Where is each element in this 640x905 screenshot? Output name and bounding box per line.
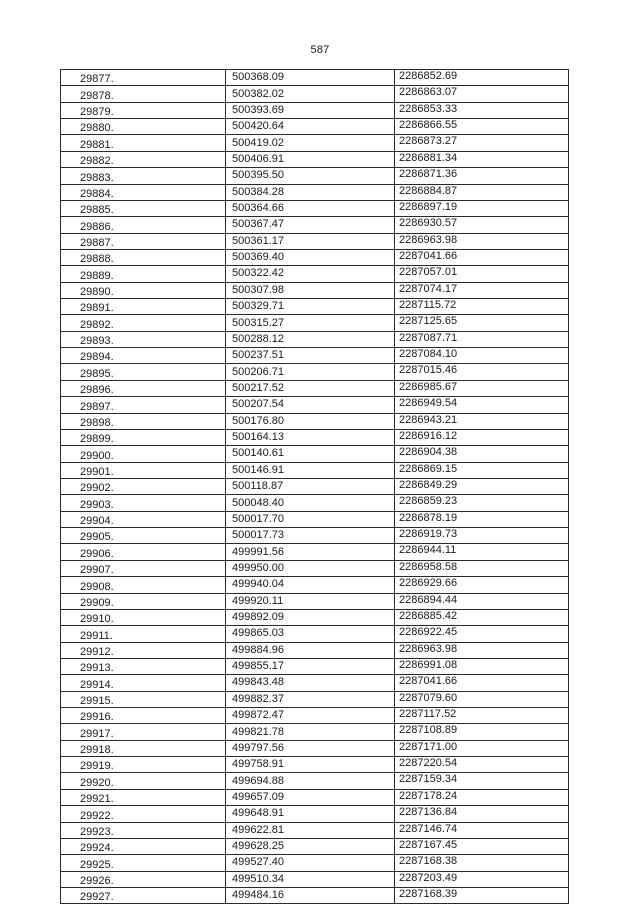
table-row: [61, 299, 569, 315]
y-coordinate-cell: 2287079.60: [395, 691, 569, 707]
y-coordinate-cell: 2286944.11: [395, 544, 569, 560]
x-coordinate-cell: 500146.91: [226, 462, 395, 478]
x-coordinate-cell: 500017.70: [226, 511, 395, 527]
y-coordinate-cell: 2286869.15: [395, 462, 569, 478]
point-number-cell: 29920.: [61, 773, 226, 789]
coordinate-table: [60, 69, 569, 904]
x-coordinate-cell: 500395.50: [226, 168, 395, 184]
point-number-cell: 29912.: [61, 642, 226, 658]
point-number-cell: 29878.: [61, 86, 226, 102]
x-coordinate-cell: 500369.40: [226, 249, 395, 265]
x-coordinate-cell: 499892.09: [226, 609, 395, 625]
table-row: [61, 528, 569, 544]
y-coordinate-cell: 2286949.54: [395, 397, 569, 413]
x-coordinate-cell: 500288.12: [226, 331, 395, 347]
y-coordinate-cell: 2287074.17: [395, 282, 569, 298]
y-coordinate-cell: 2286878.19: [395, 511, 569, 527]
y-coordinate-cell: 2287159.34: [395, 773, 569, 789]
y-coordinate-cell: 2286853.33: [395, 102, 569, 118]
point-number-cell: 29905.: [61, 528, 226, 544]
y-coordinate-cell: 2286852.69: [395, 70, 569, 86]
point-number-cell: 29902.: [61, 478, 226, 494]
point-number-cell: 29885.: [61, 200, 226, 216]
y-coordinate-cell: 2287115.72: [395, 299, 569, 315]
table-row: [61, 593, 569, 609]
x-coordinate-cell: 499821.78: [226, 724, 395, 740]
y-coordinate-cell: 2286919.73: [395, 528, 569, 544]
y-coordinate-cell: 2287117.52: [395, 708, 569, 724]
point-number-cell: 29893.: [61, 331, 226, 347]
y-coordinate-cell: 2287125.65: [395, 315, 569, 331]
table-row: [61, 184, 569, 200]
y-coordinate-cell: 2286897.19: [395, 200, 569, 216]
table-row: [61, 462, 569, 478]
y-coordinate-cell: 2286922.45: [395, 626, 569, 642]
x-coordinate-cell: 499882.37: [226, 691, 395, 707]
point-number-cell: 29907.: [61, 560, 226, 576]
x-coordinate-cell: 500329.71: [226, 299, 395, 315]
y-coordinate-cell: 2286849.29: [395, 478, 569, 494]
point-number-cell: 29927.: [61, 887, 226, 903]
table-row: [61, 168, 569, 184]
y-coordinate-cell: 2287146.74: [395, 822, 569, 838]
x-coordinate-cell: 499758.91: [226, 757, 395, 773]
table-row: [61, 675, 569, 691]
table-row: [61, 315, 569, 331]
x-coordinate-cell: 499920.11: [226, 593, 395, 609]
y-coordinate-cell: 2286881.34: [395, 151, 569, 167]
point-number-cell: 29903.: [61, 495, 226, 511]
y-coordinate-cell: 2286929.66: [395, 577, 569, 593]
point-number-cell: 29883.: [61, 168, 226, 184]
table-row: [61, 577, 569, 593]
y-coordinate-cell: 2287168.38: [395, 855, 569, 871]
page-number: 587: [310, 44, 330, 56]
table-row: [61, 249, 569, 265]
point-number-cell: 29914.: [61, 675, 226, 691]
table-row: [61, 282, 569, 298]
table-row: [61, 380, 569, 396]
y-coordinate-cell: 2287015.46: [395, 364, 569, 380]
point-number-cell: 29926.: [61, 871, 226, 887]
table-row: [61, 217, 569, 233]
x-coordinate-cell: 499484.16: [226, 887, 395, 903]
table-row: [61, 560, 569, 576]
x-coordinate-cell: 499527.40: [226, 855, 395, 871]
point-number-cell: 29886.: [61, 217, 226, 233]
x-coordinate-cell: 500364.66: [226, 200, 395, 216]
point-number-cell: 29922.: [61, 806, 226, 822]
x-coordinate-cell: 500140.61: [226, 446, 395, 462]
point-number-cell: 29897.: [61, 397, 226, 413]
table-row: [61, 151, 569, 167]
y-coordinate-cell: 2286904.38: [395, 446, 569, 462]
point-number-cell: 29901.: [61, 462, 226, 478]
point-number-cell: 29924.: [61, 838, 226, 854]
y-coordinate-cell: 2287041.66: [395, 249, 569, 265]
table-row: [61, 789, 569, 805]
point-number-cell: 29896.: [61, 380, 226, 396]
y-coordinate-cell: 2287178.24: [395, 789, 569, 805]
coordinate-table-body: [61, 70, 569, 904]
y-coordinate-cell: 2287168.39: [395, 887, 569, 903]
table-row: [61, 348, 569, 364]
point-number-cell: 29879.: [61, 102, 226, 118]
table-row: [61, 838, 569, 854]
y-coordinate-cell: 2286916.12: [395, 429, 569, 445]
x-coordinate-cell: 500307.98: [226, 282, 395, 298]
y-coordinate-cell: 2286963.98: [395, 642, 569, 658]
table-row: [61, 233, 569, 249]
x-coordinate-cell: 499940.04: [226, 577, 395, 593]
table-row: [61, 806, 569, 822]
table-row: [61, 266, 569, 282]
x-coordinate-cell: 500176.80: [226, 413, 395, 429]
x-coordinate-cell: 500384.28: [226, 184, 395, 200]
x-coordinate-cell: 499855.17: [226, 658, 395, 674]
table-row: [61, 70, 569, 86]
point-number-cell: 29925.: [61, 855, 226, 871]
table-row: [61, 887, 569, 903]
x-coordinate-cell: 500237.51: [226, 348, 395, 364]
x-coordinate-cell: 500207.54: [226, 397, 395, 413]
y-coordinate-cell: 2286866.55: [395, 119, 569, 135]
point-number-cell: 29887.: [61, 233, 226, 249]
y-coordinate-cell: 2287203.49: [395, 871, 569, 887]
point-number-cell: 29913.: [61, 658, 226, 674]
x-coordinate-cell: 499872.47: [226, 708, 395, 724]
table-row: [61, 740, 569, 756]
x-coordinate-cell: 500017.73: [226, 528, 395, 544]
table-row: [61, 119, 569, 135]
point-number-cell: 29884.: [61, 184, 226, 200]
table-row: [61, 822, 569, 838]
y-coordinate-cell: 2287108.89: [395, 724, 569, 740]
x-coordinate-cell: 500315.27: [226, 315, 395, 331]
point-number-cell: 29909.: [61, 593, 226, 609]
table-row: [61, 511, 569, 527]
point-number-cell: 29916.: [61, 708, 226, 724]
table-row: [61, 478, 569, 494]
table-row: [61, 773, 569, 789]
x-coordinate-cell: 500420.64: [226, 119, 395, 135]
point-number-cell: 29892.: [61, 315, 226, 331]
table-row: [61, 102, 569, 118]
y-coordinate-cell: 2287084.10: [395, 348, 569, 364]
y-coordinate-cell: 2286958.58: [395, 560, 569, 576]
table-row: [61, 724, 569, 740]
table-row: [61, 708, 569, 724]
table-row: [61, 397, 569, 413]
point-number-cell: 29917.: [61, 724, 226, 740]
point-number-cell: 29881.: [61, 135, 226, 151]
table-row: [61, 871, 569, 887]
point-number-cell: 29918.: [61, 740, 226, 756]
table-row: [61, 658, 569, 674]
table-row: [61, 495, 569, 511]
x-coordinate-cell: 499628.25: [226, 838, 395, 854]
x-coordinate-cell: 500361.17: [226, 233, 395, 249]
y-coordinate-cell: 2287041.66: [395, 675, 569, 691]
y-coordinate-cell: 2287220.54: [395, 757, 569, 773]
x-coordinate-cell: 499694.88: [226, 773, 395, 789]
table-row: [61, 86, 569, 102]
x-coordinate-cell: 500118.87: [226, 478, 395, 494]
point-number-cell: 29882.: [61, 151, 226, 167]
point-number-cell: 29906.: [61, 544, 226, 560]
point-number-cell: 29899.: [61, 429, 226, 445]
table-row: [61, 757, 569, 773]
point-number-cell: 29919.: [61, 757, 226, 773]
y-coordinate-cell: 2286873.27: [395, 135, 569, 151]
table-row: [61, 855, 569, 871]
x-coordinate-cell: 500217.52: [226, 380, 395, 396]
point-number-cell: 29891.: [61, 299, 226, 315]
point-number-cell: 29889.: [61, 266, 226, 282]
point-number-cell: 29915.: [61, 691, 226, 707]
x-coordinate-cell: 500393.69: [226, 102, 395, 118]
x-coordinate-cell: 499884.96: [226, 642, 395, 658]
x-coordinate-cell: 500206.71: [226, 364, 395, 380]
point-number-cell: 29890.: [61, 282, 226, 298]
table-row: [61, 626, 569, 642]
point-number-cell: 29923.: [61, 822, 226, 838]
point-number-cell: 29888.: [61, 249, 226, 265]
y-coordinate-cell: 2286863.07: [395, 86, 569, 102]
x-coordinate-cell: 500367.47: [226, 217, 395, 233]
x-coordinate-cell: 499865.03: [226, 626, 395, 642]
y-coordinate-cell: 2286963.98: [395, 233, 569, 249]
table-row: [61, 544, 569, 560]
table-row: [61, 446, 569, 462]
y-coordinate-cell: 2287057.01: [395, 266, 569, 282]
y-coordinate-cell: 2286884.87: [395, 184, 569, 200]
point-number-cell: 29877.: [61, 70, 226, 86]
table-row: [61, 200, 569, 216]
table-row: [61, 691, 569, 707]
x-coordinate-cell: 499648.91: [226, 806, 395, 822]
y-coordinate-cell: 2286991.08: [395, 658, 569, 674]
x-coordinate-cell: 500406.91: [226, 151, 395, 167]
point-number-cell: 29910.: [61, 609, 226, 625]
point-number-cell: 29900.: [61, 446, 226, 462]
x-coordinate-cell: 499991.56: [226, 544, 395, 560]
point-number-cell: 29898.: [61, 413, 226, 429]
x-coordinate-cell: 499843.48: [226, 675, 395, 691]
x-coordinate-cell: 499510.34: [226, 871, 395, 887]
x-coordinate-cell: 500382.02: [226, 86, 395, 102]
y-coordinate-cell: 2287171.00: [395, 740, 569, 756]
table-row: [61, 135, 569, 151]
point-number-cell: 29904.: [61, 511, 226, 527]
point-number-cell: 29894.: [61, 348, 226, 364]
y-coordinate-cell: 2287136.84: [395, 806, 569, 822]
x-coordinate-cell: 499950.00: [226, 560, 395, 576]
x-coordinate-cell: 499622.81: [226, 822, 395, 838]
x-coordinate-cell: 499657.09: [226, 789, 395, 805]
point-number-cell: 29895.: [61, 364, 226, 380]
point-number-cell: 29921.: [61, 789, 226, 805]
x-coordinate-cell: 500322.42: [226, 266, 395, 282]
table-row: [61, 609, 569, 625]
y-coordinate-cell: 2286871.36: [395, 168, 569, 184]
y-coordinate-cell: 2286859.23: [395, 495, 569, 511]
x-coordinate-cell: 500048.40: [226, 495, 395, 511]
y-coordinate-cell: 2287167.45: [395, 838, 569, 854]
table-row: [61, 331, 569, 347]
y-coordinate-cell: 2286943.21: [395, 413, 569, 429]
x-coordinate-cell: 500419.02: [226, 135, 395, 151]
table-row: [61, 642, 569, 658]
y-coordinate-cell: 2286894.44: [395, 593, 569, 609]
y-coordinate-cell: 2286885.42: [395, 609, 569, 625]
x-coordinate-cell: 500368.09: [226, 70, 395, 86]
table-row: [61, 429, 569, 445]
table-row: [61, 364, 569, 380]
y-coordinate-cell: 2286930.57: [395, 217, 569, 233]
point-number-cell: 29880.: [61, 119, 226, 135]
x-coordinate-cell: 499797.56: [226, 740, 395, 756]
table-row: [61, 413, 569, 429]
point-number-cell: 29908.: [61, 577, 226, 593]
point-number-cell: 29911.: [61, 626, 226, 642]
y-coordinate-cell: 2287087.71: [395, 331, 569, 347]
x-coordinate-cell: 500164.13: [226, 429, 395, 445]
y-coordinate-cell: 2286985.67: [395, 380, 569, 396]
